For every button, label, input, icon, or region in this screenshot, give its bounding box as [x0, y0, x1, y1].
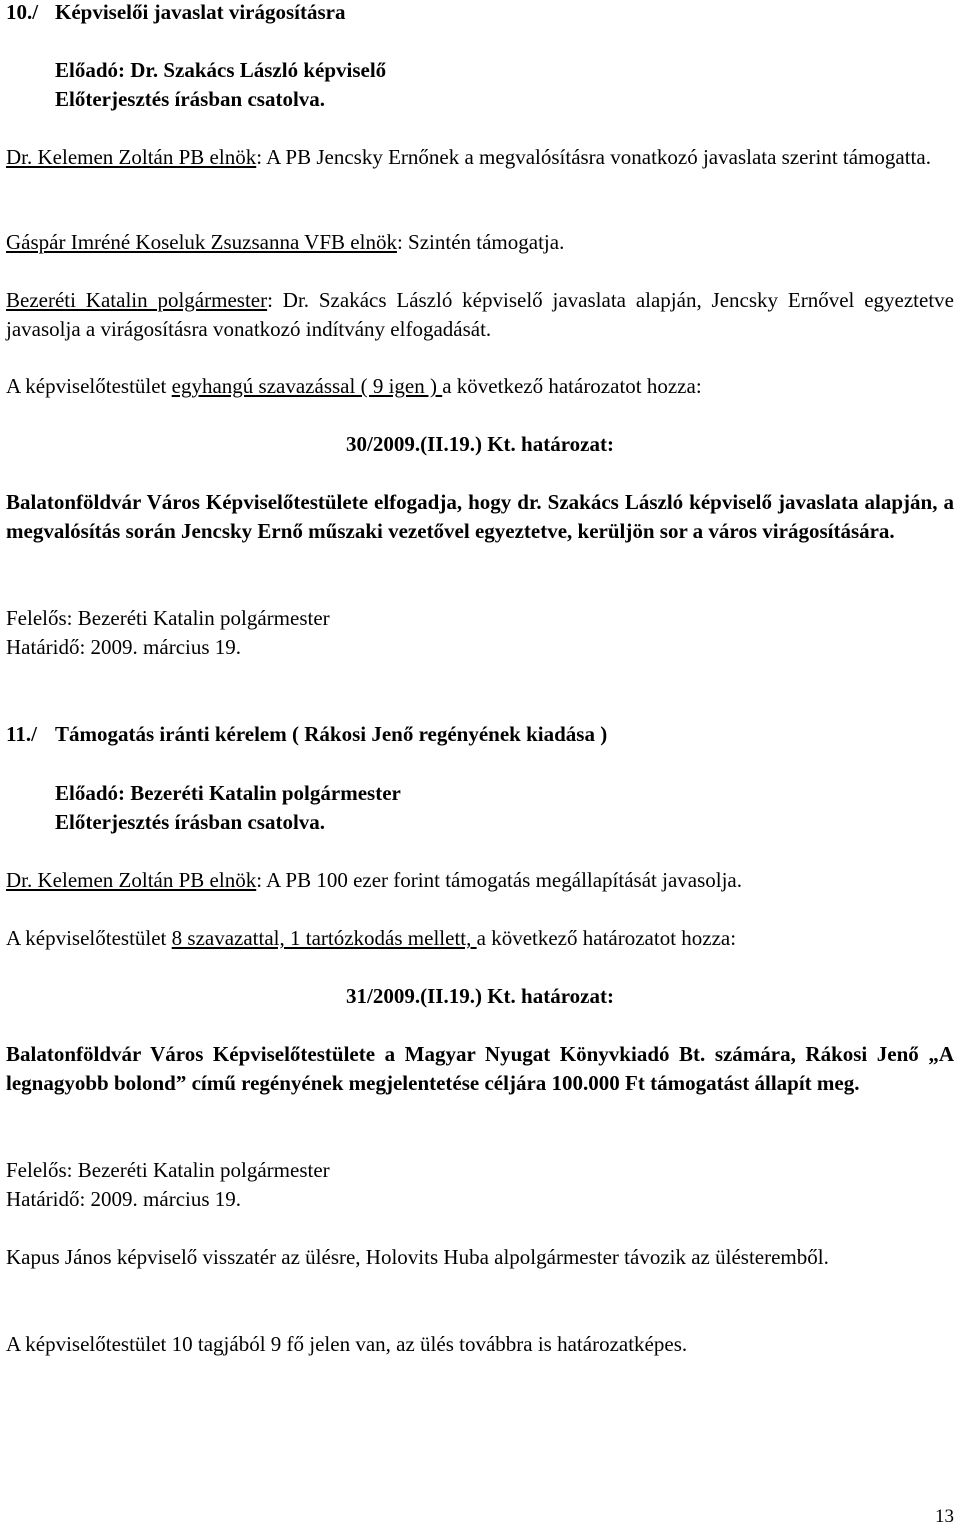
- statement-text: : Dr. Szakács László képviselő javaslata alapján, Jencsky Ernővel egyeztetve javasolja a virágosításra vonatkozó indítvány elfogadását.: [6, 288, 954, 341]
- speaker-name: Bezeréti Katalin polgármester: [6, 288, 268, 312]
- item10-resolution-title: 30/2009.(II.19.) Kt. határozat:: [346, 432, 614, 456]
- item10-paragraph-mayor: [6, 286, 954, 344]
- speaker-name: Dr. Kelemen Zoltán PB elnök: [6, 868, 257, 892]
- item10-responsible: Felelős: Bezeréti Katalin polgármester: [6, 606, 330, 630]
- vote-prefix: A képviselőtestület: [6, 374, 172, 398]
- item11-resolution-text: Balatonföldvár Város Képviselőtestülete a Magyar Nyugat Könyvkiadó Bt. számára, Rákosi Jenő „A legnagyobb bolond” című regényének megjelentetése céljára 100.000 Ft támogatást állapít meg.: [6, 1042, 954, 1095]
- statement-text: : A PB Jencsky Ernőnek a megvalósításra vonatkozó javaslata szerint támogatta.: [256, 145, 931, 169]
- item10-deadline: Határidő: 2009. március 19.: [6, 635, 242, 659]
- vote-count: 8 szavazattal, 1 tartózkodás mellett,: [171, 926, 477, 950]
- speaker-name: Dr. Kelemen Zoltán PB elnök: [6, 145, 257, 169]
- item10-number: 10./: [6, 0, 39, 24]
- item11-deadline: Határidő: 2009. március 19.: [6, 1187, 242, 1211]
- item11-paragraph-pb: [6, 866, 954, 895]
- statement-text: : A PB 100 ezer forint támogatás megállapítását javasolja.: [256, 868, 743, 892]
- vote-prefix: A képviselőtestület: [6, 926, 172, 950]
- item11-responsible: Felelős: Bezeréti Katalin polgármester: [6, 1158, 330, 1182]
- item10-title: Képviselői javaslat virágosításra: [55, 0, 346, 24]
- item11-heading: [6, 720, 954, 749]
- item10-paragraph-vfb: [6, 228, 954, 257]
- statement-text: : Szintén támogatja.: [396, 230, 565, 254]
- item11-title: Támogatás iránti kérelem ( Rákosi Jenő regényének kiadása ): [55, 722, 608, 746]
- item11-presenter: Előadó: Bezeréti Katalin polgármester: [55, 781, 401, 805]
- item11-vote: [6, 924, 954, 953]
- item10-heading: [6, 0, 954, 27]
- item11-attached: Előterjesztés írásban csatolva.: [55, 810, 326, 834]
- vote-suffix: a következő határozatot hozza:: [476, 926, 737, 950]
- item11-resolution-title: 31/2009.(II.19.) Kt. határozat:: [346, 984, 614, 1008]
- item10-resolution-text: Balatonföldvár Város Képviselőtestülete elfogadja, hogy dr. Szakács László képviselő javaslata alapján, a megvalósítás során Jencsky Ernő műszaki vezetővel egyeztetve, kerüljön sor a város virágosítására.: [6, 490, 954, 543]
- item10-vote: [6, 372, 954, 401]
- item10-attached: Előterjesztés írásban csatolva.: [55, 87, 326, 111]
- closing-paragraph-quorum: A képviselőtestület 10 tagjából 9 fő jelen van, az ülés továbbra is határozatképes.: [6, 1332, 688, 1356]
- vote-count: egyhangú szavazással ( 9 igen ): [171, 374, 443, 398]
- item10-paragraph-pb: [6, 143, 954, 172]
- item10-presenter: Előadó: Dr. Szakács László képviselő: [55, 58, 387, 82]
- vote-suffix: a következő határozatot hozza:: [442, 374, 702, 398]
- item11-number: 11./: [6, 722, 37, 746]
- page-number: 13: [935, 1506, 954, 1527]
- closing-paragraph-attendance: Kapus János képviselő visszatér az ülésre, Holovits Huba alpolgármester távozik az ülésteremből.: [6, 1245, 829, 1269]
- speaker-name: Gáspár Imréné Koseluk Zsuzsanna VFB elnök: [6, 230, 397, 254]
